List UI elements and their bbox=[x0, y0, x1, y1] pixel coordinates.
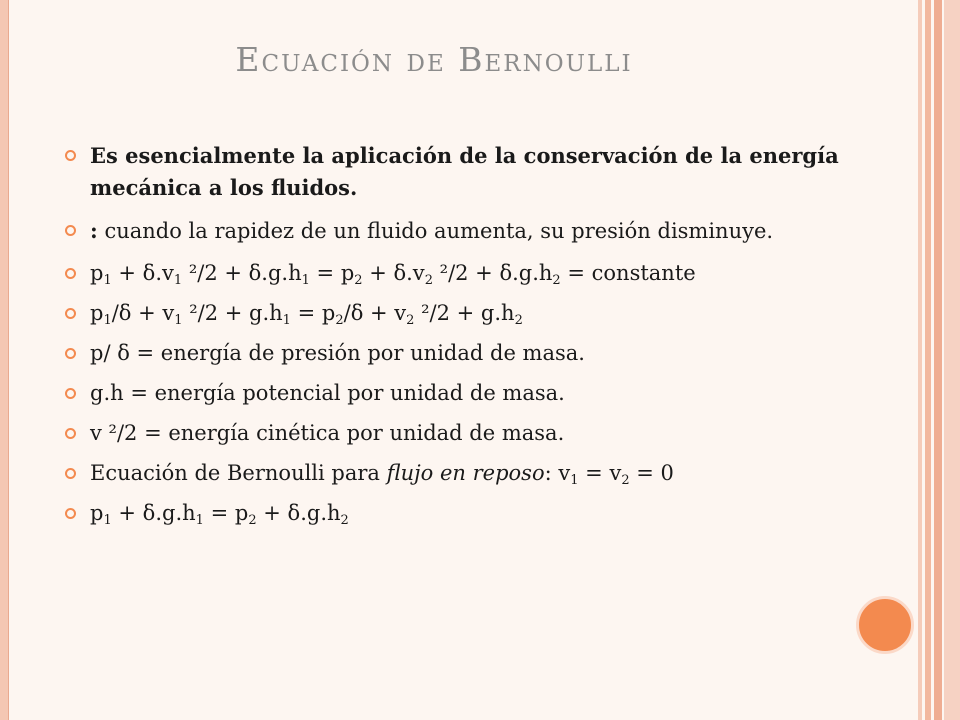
formula-subscript: 2 bbox=[514, 313, 523, 328]
formula-subscript: 2 bbox=[406, 313, 415, 328]
list-item bbox=[56, 498, 846, 529]
list-item bbox=[56, 215, 846, 247]
formula-subscript: 1 bbox=[103, 313, 112, 328]
formula-part: Ecuación de Bernoulli para bbox=[90, 461, 387, 485]
list-item bbox=[56, 378, 846, 409]
bullet-icon bbox=[64, 507, 77, 520]
item-text: v ²/2 = energía cinética por unidad de masa. bbox=[90, 421, 565, 445]
bullet-icon bbox=[64, 387, 77, 400]
formula-subscript: 1 bbox=[301, 273, 310, 288]
formula-part: p bbox=[90, 261, 104, 285]
formula-part: = p bbox=[309, 261, 355, 285]
item-text: g.h = energía potencial por unidad de masa. bbox=[90, 381, 565, 405]
formula-part: : v bbox=[544, 461, 571, 485]
formula-part: = p bbox=[290, 301, 336, 325]
formula-part: /δ + v bbox=[111, 301, 175, 325]
bullet-icon bbox=[64, 427, 77, 440]
item-text: cuando la rapidez de un fluido aumenta, su presión disminuye. bbox=[97, 219, 774, 243]
formula-part: + δ.v bbox=[362, 261, 425, 285]
list-item bbox=[56, 140, 846, 204]
formula-part: = constante bbox=[560, 261, 696, 285]
formula-subscript: 2 bbox=[621, 473, 630, 488]
formula-part: = v bbox=[578, 461, 622, 485]
formula-subscript: 1 bbox=[195, 513, 204, 528]
formula-part: p bbox=[90, 301, 104, 325]
item-text: Es esencialmente la aplicación de la conservación de la energía mecánica a los fluidos. bbox=[90, 143, 839, 200]
left-decorative-border bbox=[0, 0, 9, 720]
item-text: p/ δ = energía de presión por unidad de masa. bbox=[90, 341, 585, 365]
bullet-icon bbox=[64, 347, 77, 360]
formula-part: = 0 bbox=[629, 461, 674, 485]
formula-subscript: 2 bbox=[552, 273, 561, 288]
bullet-icon bbox=[64, 267, 77, 280]
formula-subscript: 2 bbox=[424, 273, 433, 288]
formula-subscript: 2 bbox=[248, 513, 257, 528]
formula-part: p bbox=[90, 501, 104, 525]
bullet-icon bbox=[64, 307, 77, 320]
list-item bbox=[56, 338, 846, 369]
formula-italic: flujo en reposo bbox=[386, 461, 545, 485]
formula-subscript: 1 bbox=[570, 473, 579, 488]
formula-part: ²/2 + δ.g.h bbox=[182, 261, 302, 285]
list-item bbox=[56, 418, 846, 449]
formula-part: + δ.g.h bbox=[111, 501, 196, 525]
bullet-icon bbox=[64, 149, 77, 162]
formula-subscript: 1 bbox=[282, 313, 291, 328]
slide-title: Ecuación de Bernoulli bbox=[235, 40, 633, 79]
formula-subscript: 1 bbox=[103, 513, 112, 528]
formula-subscript: 1 bbox=[103, 273, 112, 288]
formula-part: + δ.v bbox=[111, 261, 174, 285]
formula-part: ²/2 + δ.g.h bbox=[432, 261, 553, 285]
formula-subscript: 1 bbox=[173, 273, 183, 288]
formula-subscript: 2 bbox=[335, 313, 344, 328]
bullet-icon bbox=[64, 467, 77, 480]
formula-part: + δ.g.h bbox=[256, 501, 341, 525]
formula-part: ²/2 + g.h bbox=[414, 301, 515, 325]
formula-part: /δ + v bbox=[343, 301, 407, 325]
list-item bbox=[56, 258, 846, 289]
formula-subscript: 2 bbox=[340, 513, 349, 528]
list-item bbox=[56, 458, 846, 489]
right-decorative-stripes bbox=[918, 0, 960, 720]
item-prefix: : bbox=[90, 218, 98, 243]
list-item bbox=[56, 298, 846, 329]
formula-subscript: 2 bbox=[354, 273, 363, 288]
bullet-list bbox=[56, 140, 846, 538]
bullet-icon bbox=[64, 224, 77, 237]
formula-part: = p bbox=[203, 501, 249, 525]
orange-circle-decoration bbox=[856, 596, 914, 654]
formula-part: ²/2 + g.h bbox=[182, 301, 283, 325]
formula-subscript: 1 bbox=[174, 313, 183, 328]
